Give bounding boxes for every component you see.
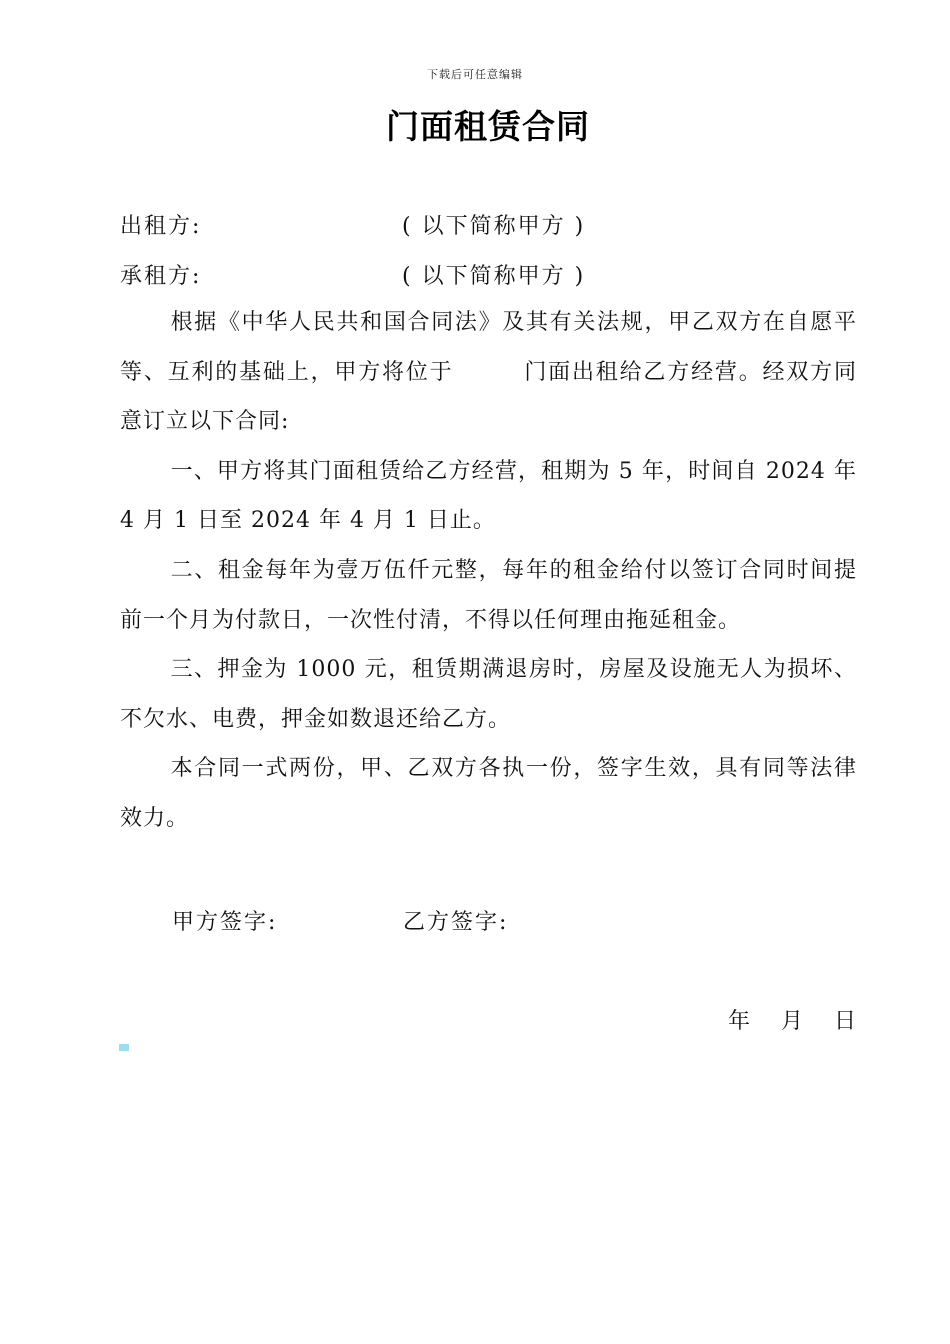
clause-copies: 本合同一式两份，甲、乙双方各执一份，签字生效，具有同等法律效力。 <box>120 756 857 831</box>
lessee-note: ( 以下简称甲方 ) <box>402 264 586 289</box>
party-b-signature-label: 乙方签字: <box>403 910 509 935</box>
date-day: 日 <box>833 1009 856 1034</box>
intro-text-part2: 门面出租给乙方经营。经双方同意订立以下合同: <box>120 359 857 435</box>
intro-text-part1: 根据《中华人民共和国合同法》及其有关法规，甲乙双方在自愿平等、互利的基础上，甲方将位于 <box>120 310 857 385</box>
party-a-signature-label: 甲方签字: <box>172 910 278 935</box>
lessee-line <box>120 259 586 290</box>
header-note: 下载后可任意编辑 <box>427 68 523 81</box>
intro-paragraph <box>120 298 857 447</box>
contract-body <box>120 298 857 844</box>
lessor-label: 出租方: <box>120 214 202 239</box>
lessor-line <box>120 209 586 240</box>
clause-deposit: 三、押金为 1000 元，租赁期满退房时，房屋及设施无人为损坏、不欠水、电费，押金如数退还给乙方。 <box>120 657 857 732</box>
text-cursor-marker <box>119 1044 129 1051</box>
date-line <box>704 1004 856 1035</box>
lessor-note: ( 以下简称甲方 ) <box>402 214 586 239</box>
lessee-label: 承租方: <box>120 264 202 289</box>
clause-rent: 二、租金每年为壹万伍仟元整，每年的租金给付以签订合同时间提前一个月为付款日，一次性付清，不得以任何理由拖延租金。 <box>120 557 857 633</box>
document-title: 门面租赁合同 <box>386 107 590 146</box>
date-month: 月 <box>780 1009 803 1034</box>
clause-term: 一、甲方将其门面租赁给乙方经营，租期为 5 年，时间自 2024 年 4 月 1 日至 2024 年 4 月 1 日止。 <box>120 458 857 534</box>
date-year: 年 <box>727 1009 750 1034</box>
